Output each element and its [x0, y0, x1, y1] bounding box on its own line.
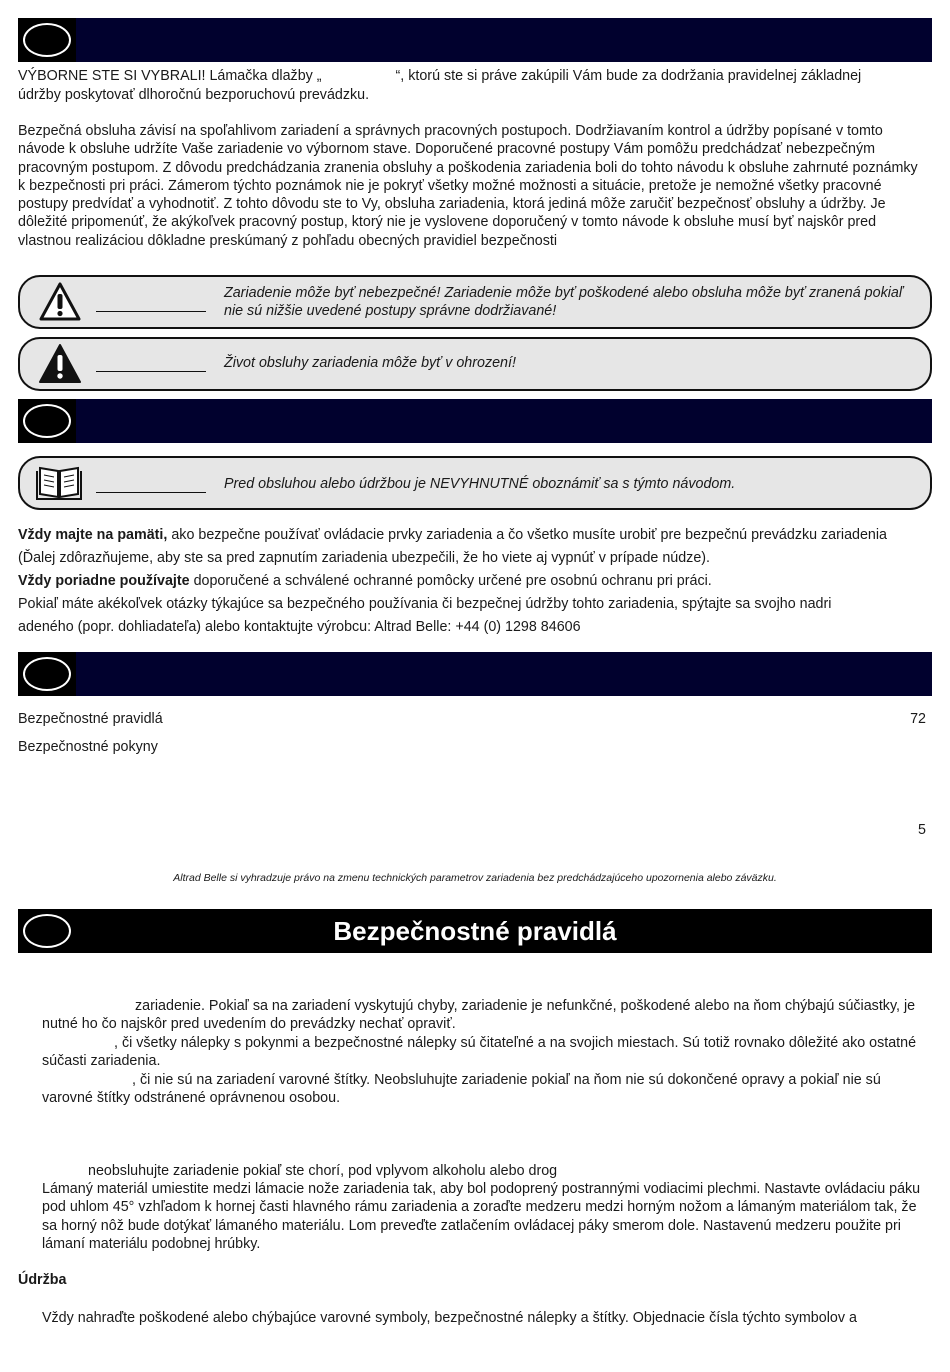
safety-line-4: Pokiaľ máte akékoľvek otázky týkajúce sa bezpečného používania či bezpečnej údržby tohto zariadenia, spýtajte sa svojho nadri	[18, 596, 832, 612]
safety-line-3	[18, 570, 934, 593]
manual-notice-text: Pred obsluhou alebo údržbou je NEVYHNUTNÉ oboznámiť sa s týmto návodom.	[224, 476, 736, 492]
safety-text-1: ako bezpečne používať ovládacie prvky zariadenia a čo všetko musíte urobiť pre bezpečnú prevádzku zariadenia	[167, 527, 888, 543]
manual-notice-box	[18, 456, 932, 510]
toc-entry-page: 5	[918, 822, 926, 838]
rule-item: , či všetky nálepky s pokynmi a bezpečnostné nálepky sú čitateľné a na svojich miestach. Sú totiž rovnako dôležité ako ostatné súčasti zariadenia.	[42, 1035, 917, 1070]
safety-bold-3: Vždy poriadne používajte	[18, 573, 190, 589]
warning-box-danger	[18, 275, 932, 329]
rule-item: neobsluhujte zariadenie pokiaľ ste chorí, pod vplyvom alkoholu alebo drog	[88, 1163, 558, 1179]
safety-text-3: doporučené a schválené ochranné pomôcky určené pre osobnú ochranu pri práci.	[189, 573, 712, 589]
disclaimer-note: Altrad Belle si vyhradzuje právo na zmenu technických parametrov zariadenia bez predchádzajúceho upozornenia alebo záväzku.	[173, 872, 777, 884]
safety-line-1	[18, 524, 934, 547]
rule-item: Lámaný materiál umiestite medzi lámacie nože zariadenia tak, aby bol podoprený postrannými vodiacimi plechmi. Nastavte ovládaciu páku pod uhlom 45° vzhľadom k hornej časti hlavného rámu zariadenia a zoraďte medzeru medzi horným nožom a lámaným materiálom tak, že sa horný nôž bude dotýkať lámaného materiálu. Lom preveďte zatlačením ovládacej páky smerom dole. Nastavenú medzeru použite pri lámaní materiálu podobnej hrúbky.	[42, 1181, 921, 1252]
maintenance-heading: Údržba	[18, 1272, 67, 1288]
warning-filled-icon	[38, 343, 82, 385]
warning-label-line	[96, 311, 206, 312]
oval-icon	[23, 23, 71, 57]
safety-bold-1: Vždy majte na pamäti,	[18, 527, 168, 543]
language-badge	[18, 18, 76, 62]
maintenance-text: Vždy nahraďte poškodené alebo chýbajúce varovné symboly, bezpečnostné nálepky a štítky. Objednacie čísla týchto symbolov a	[42, 1310, 857, 1326]
section-header-bar	[18, 18, 932, 62]
safety-line-5: adeného (popr. dohliadateľa) alebo kontaktujte výrobcu: Altrad Belle: +44 (0) 1298 84606	[18, 619, 581, 635]
toc-entry-page: 72	[910, 711, 926, 727]
notice-label-line	[96, 492, 206, 493]
rule-item: zariadenie. Pokiaľ sa na zariadení vyskytujú chyby, zariadenie je nefunkčné, poškodené alebo na ňom chýbajú súčiastky, je nutné ho čo najskôr pred uvedením do prevádzky nechať opraviť.	[42, 998, 916, 1033]
rule-item: , či nie sú na zariadení varovné štítky. Neobsluhujte zariadenie pokiaľ na ňom nie sú dokončené opravy a pokiaľ nie sú varovné štítky odstránené oprávnenou osobou.	[42, 1072, 881, 1107]
book-icon	[34, 465, 84, 503]
section-header-bar	[18, 399, 932, 443]
section-header-bar	[18, 652, 932, 696]
section-header-bar	[18, 909, 932, 953]
intro-line-2: údržby poskytovať dlhoročnú bezporuchovú prevádzku.	[18, 87, 370, 103]
warning-box-life	[18, 337, 932, 391]
intro-text-a: VÝBORNE STE SI VYBRALI! Lámačka dlažby „	[18, 68, 322, 84]
toc-entry-label[interactable]: Bezpečnostné pravidlá	[18, 711, 163, 727]
intro-paragraph: Bezpečná obsluha závisí na spoľahlivom zariadení a správnych pracovných postupoch. Dodržiavaním kontrol a údržby popísané v tomto návode k obsluhe udržíte Vaše zariadenie vo výbornom stave. Doporučené pracovné postupy Vám pomôžu predchádzať nebezpečným pracovným postupom. Z dôvodu predchádzania zranenia obsluhy a poškodenia zariadenia boli do tohto návodu k obsluhe zahrnuté poznámky k bezpečnosti pri práci. Zámerom týchto poznámok nie je pokryť všetky možné možnosti a situácie, pretože je nemožné všetky pracovné postupy predvídať a vyhodnotiť. Z tohto dôvodu ste to Vy, obsluha zariadenia, ktorá jediná môže zaručiť bezpečnosť obsluhy a údržby. Je dôležité pripomenúť, že akýkoľvek pracovný postup, ktorý nie je vyslovene doporučený v tomto návode k obsluhe musí byť najskôr pred vlastnou realizáciou dôkladne preskúmaný z pohľadu obecných pravidiel bezpečnosti	[18, 123, 918, 249]
section-title: Bezpečnostné pravidlá	[333, 916, 617, 946]
language-badge	[18, 399, 76, 443]
oval-icon	[23, 404, 71, 438]
warning-text: Život obsluhy zariadenia môže byť v ohrození!	[224, 355, 516, 371]
warning-outline-icon	[38, 281, 82, 323]
intro-line-1	[18, 67, 934, 85]
oval-icon	[23, 657, 71, 691]
language-badge	[18, 652, 76, 696]
intro-text-b: “, ktorú ste si práve zakúpili Vám bude za dodržania pravidelnej základnej	[395, 68, 862, 84]
warning-label-line	[96, 371, 206, 372]
safety-line-2: (Ďalej zdôrazňujeme, aby ste sa pred zapnutím zariadenia ubezpečili, že ho viete aj vypnúť v prípade núdze).	[18, 550, 711, 566]
warning-text: Zariadenie môže byť nebezpečné! Zariadenie môže byť poškodené alebo obsluha môže byť zranená pokiaľ nie sú nižšie uvedené postupy správne dodržiavané!	[224, 285, 903, 320]
toc-entry-label[interactable]: Bezpečnostné pokyny	[18, 739, 158, 755]
